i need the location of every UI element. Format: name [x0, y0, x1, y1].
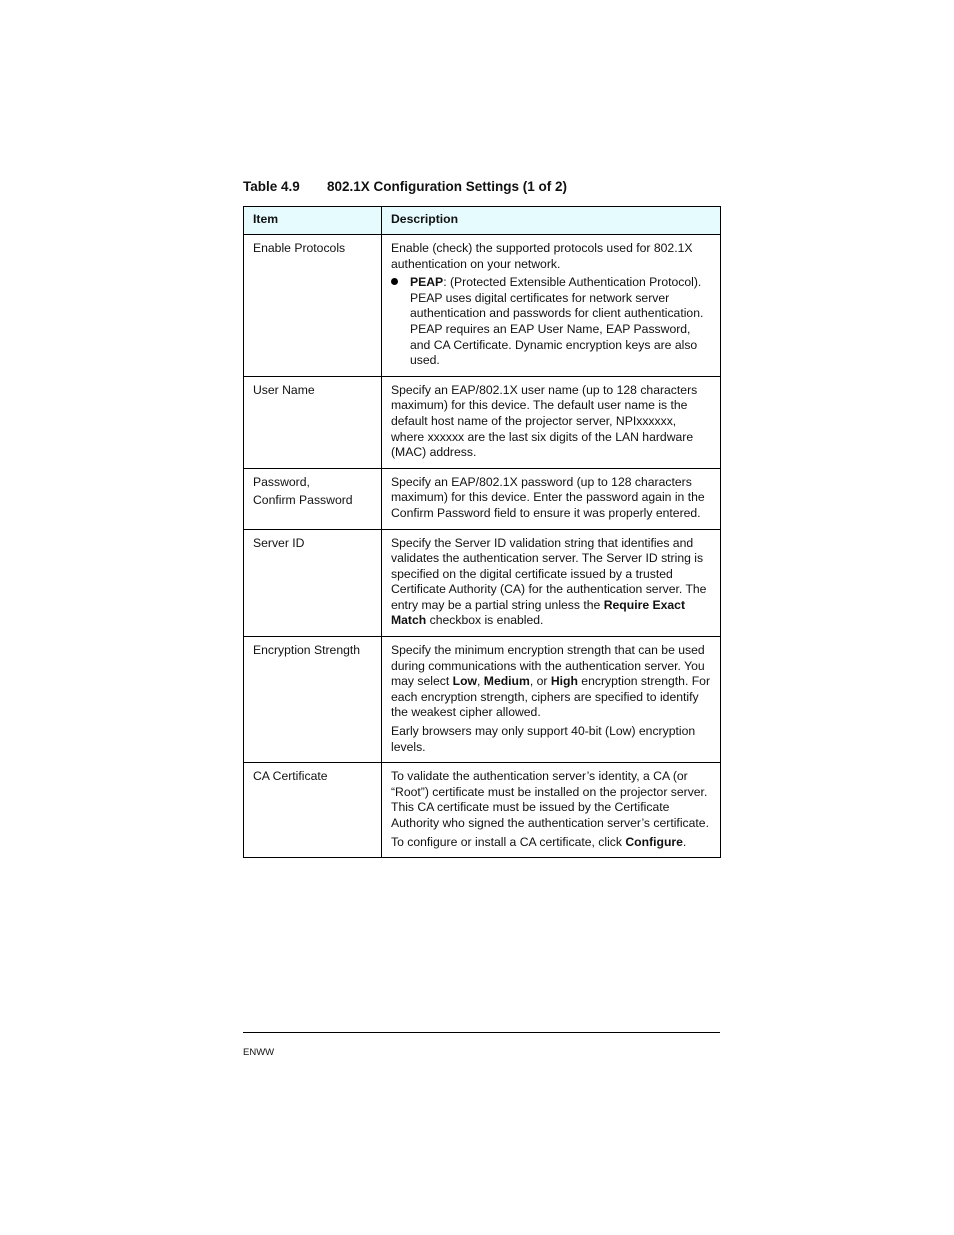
item-cell — [244, 468, 382, 529]
bold-term: High — [550, 674, 578, 689]
bullet-text: : (Protected Extensible Authentication Protocol). PEAP uses digital certificates for network server authentication and passwords for client authentication. PEAP requires an EAP User Name, EAP Password, and CA Certificate. Dynamic encryption keys are also used. — [410, 275, 704, 368]
footer-label: ENWW — [243, 1047, 275, 1058]
item-label: Server ID — [253, 535, 305, 550]
item-cell — [244, 637, 382, 763]
item-label-secondary: Confirm Password — [253, 493, 353, 508]
item-cell — [244, 235, 382, 377]
description-text: To validate the authentication server’s identity, a CA (or “Root”) certificate must be installed on the projector server. This CA certificate must be issued by the Certificate Authority who signed the authentication server’s certificate. — [391, 769, 709, 830]
description-text — [391, 536, 711, 630]
description-text: Enable (check) the supported protocols used for 802.1X authentication on your network. — [391, 241, 693, 271]
table-caption — [243, 179, 567, 194]
item-label: Enable Protocols — [253, 241, 346, 255]
item-cell — [244, 763, 382, 858]
description-text: Specify an EAP/802.1X password (up to 128 characters maximum) for this device. Enter the password again in the Confirm Password field to ensure it was properly entered. — [391, 474, 705, 520]
text-run: , or — [529, 674, 551, 689]
bullet-item — [391, 275, 711, 369]
description-text: Early browsers may only support 40-bit (Low) encryption levels. — [391, 724, 696, 754]
item-label: CA Certificate — [253, 769, 328, 784]
bold-term: Require Exact Match — [391, 597, 686, 628]
footer-divider — [243, 1032, 720, 1033]
column-header-description: Description — [382, 207, 721, 235]
table-row — [244, 529, 721, 637]
bold-term: Low — [452, 674, 478, 689]
description-cell — [382, 529, 721, 637]
text-run: checkbox is enabled. — [426, 613, 544, 628]
table-header-row — [244, 207, 721, 235]
text-run: , — [477, 674, 484, 689]
description-text — [391, 643, 711, 721]
bold-term: Medium — [483, 674, 530, 689]
config-settings-table — [243, 206, 721, 858]
bold-term: Configure — [625, 834, 683, 849]
table-row — [244, 376, 721, 468]
text-run: Specify the minimum encryption strength that can be used during communications with the authentication server. You may select — [391, 643, 705, 689]
description-cell — [382, 637, 721, 763]
bullet-term: PEAP — [410, 275, 444, 290]
text-run: Specify the Server ID validation string that identifies and validates the authentication server. The Server ID string is specified on the digital certificate issued by a trusted Certificate Authority (CA) for the authentication server. The entry may be a partial string unless the — [391, 535, 707, 612]
item-cell — [244, 529, 382, 637]
description-cell — [382, 763, 721, 858]
item-label: Password, — [253, 474, 310, 489]
text-run: encryption strength. For each encryption strength, ciphers are specified to identify the weakest cipher allowed. — [391, 674, 711, 720]
table-row — [244, 235, 721, 377]
description-text: Specify an EAP/802.1X user name (up to 128 characters maximum) for this device. The default user name is the default host name of the projector server, NPIxxxxxx, where xxxxxx are the last six digits of the LAN hardware (MAC) address. — [391, 382, 698, 460]
bullet-icon — [391, 275, 410, 369]
description-cell — [382, 235, 721, 377]
description-text — [391, 835, 711, 851]
table-row — [244, 763, 721, 858]
table-title: 802.1X Configuration Settings (1 of 2) — [327, 179, 568, 194]
text-run: To configure or install a CA certificate, click — [391, 834, 626, 849]
item-cell — [244, 376, 382, 468]
item-label: User Name — [253, 382, 315, 397]
description-cell — [382, 468, 721, 529]
column-header-item: Item — [244, 207, 382, 235]
text-run: . — [682, 834, 687, 849]
table-row — [244, 637, 721, 763]
table-number: Table 4.9 — [243, 179, 300, 194]
table-row — [244, 468, 721, 529]
description-cell — [382, 376, 721, 468]
item-label: Encryption Strength — [253, 643, 361, 658]
